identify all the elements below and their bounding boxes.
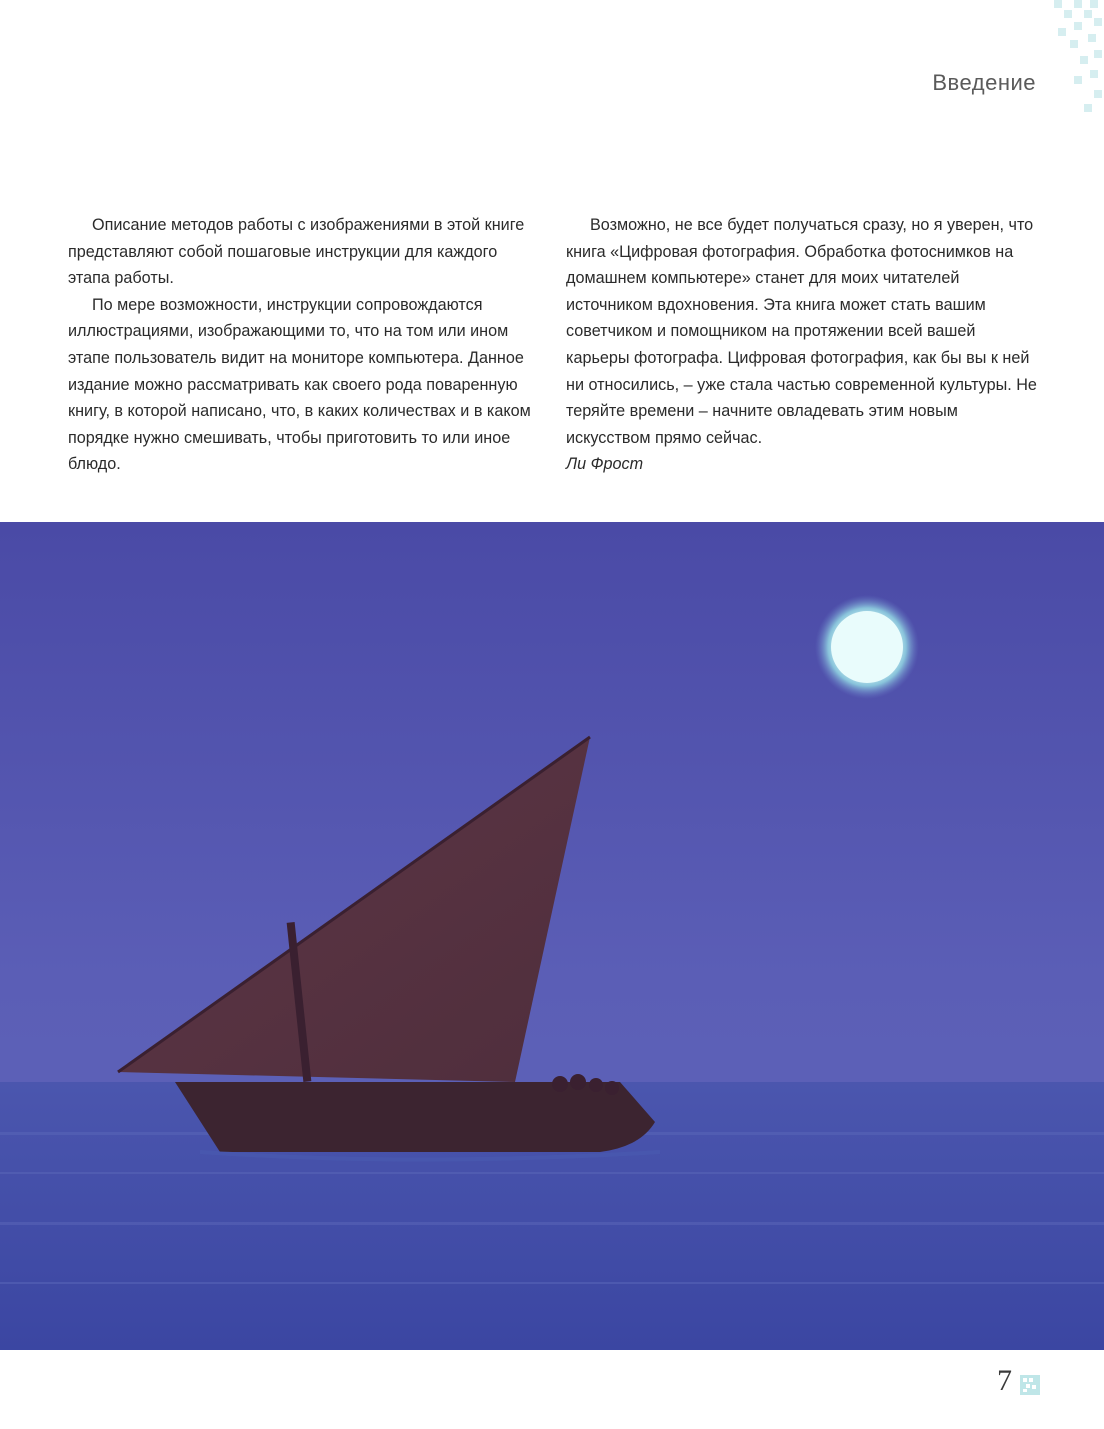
right-text-column: [566, 212, 1038, 478]
right-paragraph-1: Возможно, не все будет получаться сразу, но я уверен, что книга «Цифровая фотография. Обработка фотоснимков на домашнем компьютере» станет для моих читателей источником вдохновения. Эта книга может стать вашим советчиком и помощником на протяжении всей вашей карьеры фотографа. Цифровая фотография, как бы вы к ней ни относились, – уже стала частью современной культуры. Не теряйте времени – начните овладевать этим новым искусством прямо сейчас.: [566, 216, 1037, 447]
section-title: Введение: [932, 70, 1036, 95]
author-signature: Ли Фрост: [566, 455, 644, 474]
left-paragraph-2: По мере возможности, инструкции сопровождаются иллюстрациями, изображающими то, что на том или ином этапе пользователь видит на мониторе компьютера. Данное издание можно рассматривать как своего рода поваренную книгу, в которой написано, что, в каких количествах и в каком порядке нужно смешивать, чтобы приготовить то или иное блюдо.: [68, 295, 531, 474]
page-number-decorative-square-icon: [1020, 1375, 1040, 1395]
sailboat-night-photo: [0, 522, 1104, 1350]
left-text-column: [68, 212, 540, 478]
corner-decorative-pattern: [1044, 0, 1104, 120]
left-paragraph-1: Описание методов работы с изображениями в этой книге представляют собой пошаговые инструкции для каждого этапа работы.: [68, 216, 525, 288]
page-number: 7: [997, 1364, 1012, 1397]
